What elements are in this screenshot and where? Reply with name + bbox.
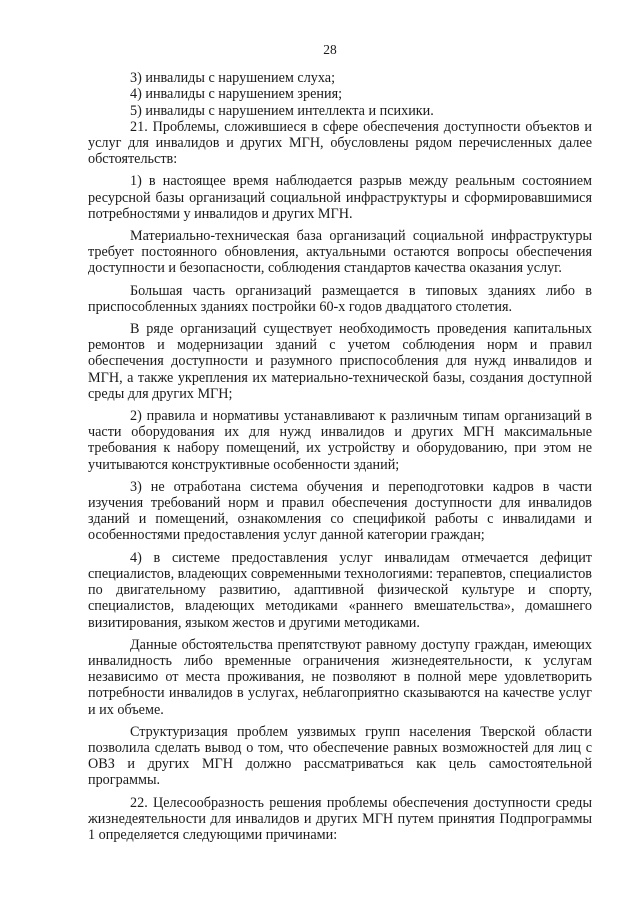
paragraph-21: 21. Проблемы, сложившиеся в сфере обеспечения доступности объектов и услуг для инвалидов и других МГН, обусловлены рядом перечисленных далее обстоятельств:: [88, 118, 592, 168]
paragraph-rules: 2) правила и нормативы устанавливают к различным типам организаций в части оборудования их для нужд инвалидов и других МГН максимальные требования к набору помещений, их устройству и оборудованию, при этом не учитываются конструктивные особенности зданий;: [88, 408, 592, 473]
paragraph-material-base: Материально-техническая база организаций социальной инфраструктуры требует постоянного обновления, актуальными остаются вопросы обеспечения доступности и безопасности, соблюдения стандартов качества оказания услуг.: [88, 228, 592, 277]
list-item-intellect: 5) инвалиды с нарушением интеллекта и психики.: [130, 102, 434, 119]
page-number: 28: [323, 42, 337, 57]
list-item-hearing: 3) инвалиды с нарушением слуха;: [130, 70, 336, 87]
paragraph-gap: 1) в настоящее время наблюдается разрыв между реальным состоянием ресурсной базы организаций социальной инфраструктуры и сформировавшимися потребностями у инвалидов и других МГН.: [88, 173, 592, 222]
paragraph-specialists: 4) в системе предоставления услуг инвалидам отмечается дефицит специалистов, владеющих современными технологиями: терапевтов, специалистов по двигательному развитию, адаптивной физической культуре и спорту, специалистов, владеющих методиками «раннего вмешательства», домашнего визитирования, языком жестов и другими методиками.: [88, 549, 592, 631]
paragraph-typical-buildings: Большая часть организаций размещается в типовых зданиях либо в приспособленных зданиях постройки 60-х годов двадцатого столетия.: [88, 282, 592, 315]
paragraph-circumstances: Данные обстоятельства препятствуют равному доступу граждан, имеющих инвалидность либо временные ограничения жизнедеятельности, к услугам независимо от места проживания, не позволяют в полной мере удовлетворить потребности инвалидов в услугах, неблагоприятно сказываются на качестве услуг и их объеме.: [88, 636, 592, 718]
paragraph-training: 3) не отработана система обучения и переподготовки кадров в части изучения требований норм и правил обеспечения доступности для инвалидов зданий и помещений, ознакомления со спецификой работы с инвалидами и особенностями предоставления услуг данной категории граждан;: [88, 478, 592, 544]
paragraph-22: 22. Целесообразность решения проблемы обеспечения доступности среды жизнедеятельности для инвалидов и других МГН путем принятия Подпрограммы 1 определяется следующими причинами:: [88, 794, 592, 843]
list-item-vision: 4) инвалиды с нарушением зрения;: [130, 86, 343, 103]
paragraph-structuring: Структуризация проблем уязвимых групп населения Тверской области позволила сделать вывод о том, что обеспечение равных возможностей для лиц с ОВЗ и других МГН должно рассматриваться как цель самостоятельной программы.: [88, 723, 592, 789]
paragraph-repairs: В ряде организаций существует необходимость проведения капитальных ремонтов и модернизации зданий с учетом соблюдения норм и правил обеспечения доступности и разумного приспособления для нужд инвалидов и МГН, а также укрепления их материально-технической базы, создания доступной среды для других МГН;: [88, 321, 592, 402]
